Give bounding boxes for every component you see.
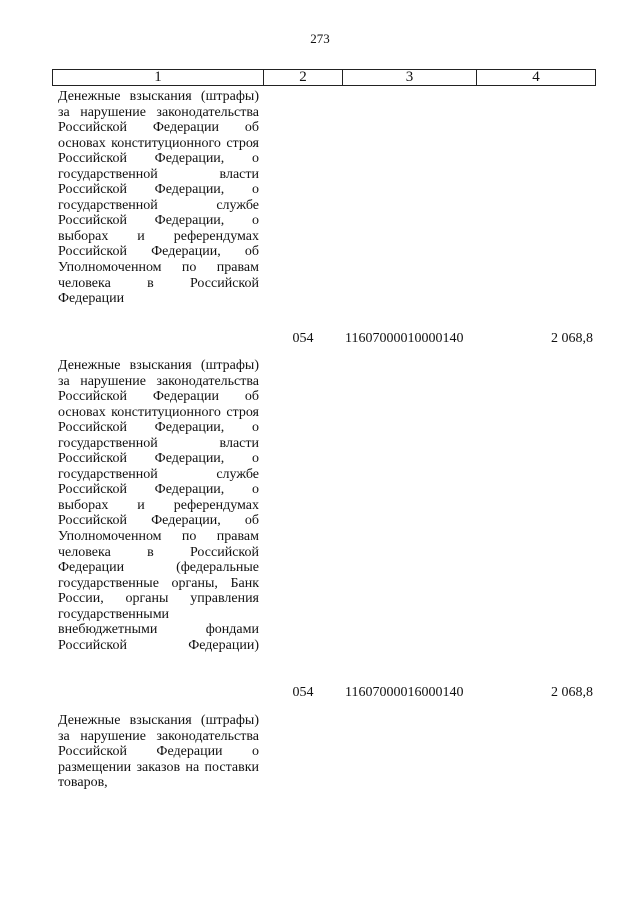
row-2-amount: 2 068,8 [551,685,593,700]
column-header-2: 2 [264,70,343,86]
column-header-3: 3 [343,70,477,86]
column-header-1: 1 [53,70,264,86]
row-2-kbk-code: 11607000016000140 [345,685,464,700]
row-3-description: Денежные взыскания (штрафы) за нарушение законодательства Российской Федерации о размещении заказов на поставки товаров, [58,713,259,791]
row-2-admin-code: 054 [292,685,314,700]
row-1-amount: 2 068,8 [551,331,593,346]
row-1-kbk-code: 11607000010000140 [345,331,464,346]
table-header-row [53,70,596,86]
page-number: 273 [310,31,330,46]
row-1-admin-code: 054 [292,331,314,346]
table-header [52,69,596,86]
row-2-description: Денежные взыскания (штрафы) за нарушение законодательства Российской Федерации об основах конституционного строя Российской Федерации, о государственной власти Российской Федерации, о государственной службе Российской Федерации, о выборах и референдумах Российской Федерации, об Уполномоченном по правам человека в Российской Федерации (федеральные государственные органы, Банк России, органы управления государственными внебюджетными фондами Российской Федерации) [58,358,259,653]
column-header-4: 4 [477,70,596,86]
row-1-description: Денежные взыскания (штрафы) за нарушение законодательства Российской Федерации об основах конституционного строя Российской Федерации, о государственной власти Российской Федерации, о государственной службе Российской Федерации, о выборах и референдумах Российской Федерации, об Уполномоченном по правам человека в Российской Федерации [58,89,259,307]
